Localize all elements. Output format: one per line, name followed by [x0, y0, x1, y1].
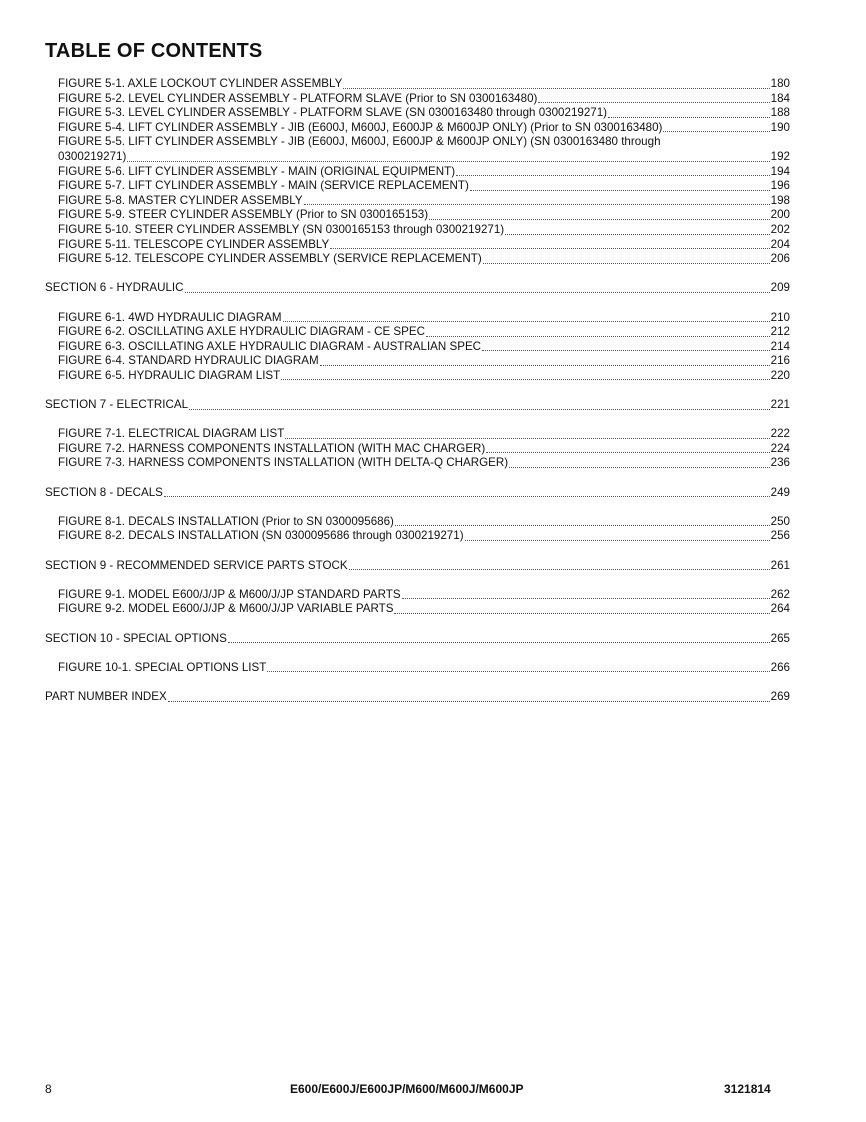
- toc-entry-page: 222: [770, 427, 790, 441]
- dot-leader: [426, 334, 770, 337]
- dot-leader: [395, 523, 770, 526]
- dot-leader: [505, 232, 769, 235]
- toc-entry-page: 209: [770, 281, 790, 295]
- dot-leader: [168, 699, 770, 702]
- toc-entry-label: FIGURE 6-4. STANDARD HYDRAULIC DIAGRAM: [58, 354, 319, 368]
- toc-entry-label: FIGURE 5-10. STEER CYLINDER ASSEMBLY (SN 0300165153 through 0300219271): [58, 222, 505, 236]
- toc-entry-page: 196: [770, 179, 790, 193]
- toc-entry-page: 264: [770, 602, 790, 616]
- toc-entry-label: FIGURE 5-3. LEVEL CYLINDER ASSEMBLY - PLATFORM SLAVE (SN 0300163480 through 0300219271): [58, 106, 608, 120]
- toc-entry-label-line-2: 0300219271): [58, 149, 127, 163]
- toc-entry-page: 194: [770, 164, 790, 178]
- toc-entry-figure-6-5[interactable]: [45, 369, 790, 384]
- dot-leader: [267, 669, 769, 672]
- toc-entry-label: FIGURE 5-11. TELESCOPE CYLINDER ASSEMBLY: [58, 237, 330, 251]
- toc-entry-figure-5-9[interactable]: [45, 208, 790, 223]
- dot-leader: [663, 129, 769, 132]
- dot-leader: [538, 100, 769, 103]
- page-title: TABLE OF CONTENTS: [45, 40, 263, 62]
- toc-entry-figure-9-1[interactable]: [45, 588, 790, 603]
- toc-entry-section-8[interactable]: [45, 486, 790, 501]
- dot-leader: [402, 596, 770, 599]
- toc-entry-figure-5-4[interactable]: [45, 121, 790, 136]
- toc-entry-page: 184: [770, 91, 790, 105]
- toc-entry-page: 202: [770, 222, 790, 236]
- toc-entry-label: SECTION 10 - SPECIAL OPTIONS: [45, 631, 227, 645]
- dot-leader: [281, 377, 769, 380]
- toc-entry-page: 216: [770, 354, 790, 368]
- toc-entry-page: 212: [770, 325, 790, 339]
- dot-leader: [456, 173, 770, 176]
- toc-entry-section-6[interactable]: [45, 281, 790, 296]
- toc-entry-page: 221: [770, 398, 790, 412]
- page-number: 8: [45, 1082, 52, 1096]
- toc-entry-label: FIGURE 5-1. AXLE LOCKOUT CYLINDER ASSEMBLY: [58, 77, 343, 90]
- toc-entry-label: FIGURE 5-7. LIFT CYLINDER ASSEMBLY - MAIN (SERVICE REPLACEMENT): [58, 179, 469, 193]
- toc-entry-figure-7-2[interactable]: [45, 442, 790, 457]
- toc-entry-figure-5-2[interactable]: [45, 92, 790, 107]
- toc-entry-page: 262: [770, 587, 790, 601]
- toc-entry-page: 256: [770, 529, 790, 543]
- toc-entry-figure-8-2[interactable]: [45, 529, 790, 544]
- toc-entry-figure-8-1[interactable]: [45, 515, 790, 530]
- toc-entry-label: SECTION 9 - RECOMMENDED SERVICE PARTS STOCK: [45, 558, 348, 572]
- toc-entry-figure-5-1[interactable]: [45, 77, 790, 92]
- toc-entry-page: 180: [770, 77, 790, 90]
- toc-entry-figure-5-3[interactable]: [45, 106, 790, 121]
- dot-leader: [509, 465, 770, 468]
- model-list: E600/E600J/E600JP/M600/M600J/M600JP: [290, 1082, 524, 1096]
- toc-entry-label: FIGURE 7-1. ELECTRICAL DIAGRAM LIST: [58, 427, 285, 441]
- dot-leader: [470, 188, 770, 191]
- toc-entry-label: FIGURE 5-2. LEVEL CYLINDER ASSEMBLY - PLATFORM SLAVE (Prior to SN 0300163480): [58, 91, 538, 105]
- toc-entry-page: 261: [770, 558, 790, 572]
- toc-entry-page: 250: [770, 514, 790, 528]
- toc-entry-figure-5-10[interactable]: [45, 223, 790, 238]
- toc-entry-label: FIGURE 6-1. 4WD HYDRAULIC DIAGRAM: [58, 310, 282, 324]
- toc-entry-figure-5-5[interactable]: [45, 135, 790, 164]
- toc-entry-page: 214: [770, 339, 790, 353]
- toc-entry-page: 236: [770, 456, 790, 470]
- toc-entry-page: 220: [770, 368, 790, 382]
- toc-entry-figure-7-3[interactable]: [45, 456, 790, 471]
- toc-entry-page: 190: [770, 120, 790, 134]
- toc-entry-figure-6-2[interactable]: [45, 325, 790, 340]
- dot-leader: [330, 246, 769, 249]
- dot-leader: [285, 436, 769, 439]
- dot-leader: [304, 202, 770, 205]
- dot-leader: [185, 290, 770, 293]
- toc-entry-label: SECTION 6 - HYDRAULIC: [45, 281, 184, 295]
- toc-entry-label: FIGURE 5-4. LIFT CYLINDER ASSEMBLY - JIB (E600J, M600J, E600JP & M600JP ONLY) (Prior to SN 0300163480): [58, 120, 663, 134]
- toc-entry-figure-5-8[interactable]: [45, 194, 790, 209]
- dot-leader: [343, 86, 769, 89]
- toc-entry-figure-9-2[interactable]: [45, 602, 790, 617]
- dot-leader: [429, 217, 770, 220]
- toc-entry-figure-6-1[interactable]: [45, 311, 790, 326]
- toc-entry-label: FIGURE 5-6. LIFT CYLINDER ASSEMBLY - MAIN (ORIGINAL EQUIPMENT): [58, 164, 456, 178]
- toc-entry-page: 192: [770, 149, 790, 163]
- dot-leader: [483, 261, 770, 264]
- toc-entry-label: FIGURE 6-5. HYDRAULIC DIAGRAM LIST: [58, 368, 281, 382]
- toc-entry-label: FIGURE 7-2. HARNESS COMPONENTS INSTALLATION (WITH MAC CHARGER): [58, 441, 486, 455]
- toc-entry-label: SECTION 8 - DECALS: [45, 485, 163, 499]
- toc-entry-page: 210: [770, 310, 790, 324]
- dot-leader: [283, 319, 770, 322]
- dot-leader: [349, 567, 770, 570]
- toc-entry-label: FIGURE 6-3. OSCILLATING AXLE HYDRAULIC DIAGRAM - AUSTRALIAN SPEC: [58, 339, 482, 353]
- toc-entry-label: FIGURE 5-9. STEER CYLINDER ASSEMBLY (Prior to SN 0300165153): [58, 208, 429, 222]
- dot-leader: [486, 450, 769, 453]
- document-number: 3121814: [724, 1082, 771, 1096]
- dot-leader: [608, 115, 770, 118]
- toc-entry-label: SECTION 7 - ELECTRICAL: [45, 398, 189, 412]
- toc-entry-page: 266: [770, 660, 790, 674]
- dot-leader: [320, 363, 770, 366]
- toc-entry-page: 200: [770, 208, 790, 222]
- toc-entry-section-10[interactable]: [45, 632, 790, 647]
- toc-entry-label: FIGURE 7-3. HARNESS COMPONENTS INSTALLATION (WITH DELTA-Q CHARGER): [58, 456, 509, 470]
- toc-entry-label: FIGURE 9-2. MODEL E600/J/JP & M600/J/JP VARIABLE PARTS: [58, 602, 394, 616]
- toc-entry-label: PART NUMBER INDEX: [45, 689, 167, 703]
- toc-entry-figure-5-11[interactable]: [45, 238, 790, 253]
- toc-entry-page: 269: [770, 689, 790, 703]
- toc-entry-label: FIGURE 5-8. MASTER CYLINDER ASSEMBLY: [58, 193, 303, 207]
- toc-entry-figure-5-7[interactable]: [45, 179, 790, 194]
- table-of-contents: [45, 77, 790, 705]
- toc-entry-page: 206: [770, 252, 790, 266]
- toc-entry-figure-10-1[interactable]: [45, 661, 790, 676]
- toc-entry-label: FIGURE 10-1. SPECIAL OPTIONS LIST: [58, 660, 267, 674]
- toc-entry-figure-6-3[interactable]: [45, 340, 790, 355]
- toc-entry-label: FIGURE 6-2. OSCILLATING AXLE HYDRAULIC DIAGRAM - CE SPEC: [58, 325, 426, 339]
- toc-entry-figure-5-6[interactable]: [45, 165, 790, 180]
- toc-entry-label-line-1: FIGURE 5-5. LIFT CYLINDER ASSEMBLY - JIB (E600J, M600J, E600JP & M600JP ONLY) (SN 0300163480 through: [58, 135, 661, 149]
- dot-leader: [164, 494, 770, 497]
- toc-entry-label: FIGURE 8-1. DECALS INSTALLATION (Prior to SN 0300095686): [58, 514, 394, 528]
- toc-entry-figure-5-12[interactable]: [45, 252, 790, 267]
- dot-leader: [465, 538, 770, 541]
- toc-entry-page: 249: [770, 485, 790, 499]
- toc-entry-section-7[interactable]: [45, 398, 790, 413]
- toc-entry-label: FIGURE 5-12. TELESCOPE CYLINDER ASSEMBLY (SERVICE REPLACEMENT): [58, 252, 482, 266]
- dot-leader: [228, 640, 770, 643]
- toc-entry-label: FIGURE 9-1. MODEL E600/J/JP & M600/J/JP STANDARD PARTS: [58, 587, 401, 601]
- toc-entry-part-number-index[interactable]: [45, 690, 790, 705]
- toc-entry-page: 188: [770, 106, 790, 120]
- toc-entry-label: FIGURE 8-2. DECALS INSTALLATION (SN 0300095686 through 0300219271): [58, 529, 464, 543]
- dot-leader: [127, 159, 769, 162]
- toc-entry-figure-6-4[interactable]: [45, 354, 790, 369]
- dot-leader: [482, 348, 770, 351]
- toc-entry-page: 265: [770, 631, 790, 645]
- toc-entry-page: 198: [770, 193, 790, 207]
- toc-entry-page: 204: [770, 237, 790, 251]
- toc-entry-page: 224: [770, 441, 790, 455]
- dot-leader: [189, 407, 770, 410]
- dot-leader: [394, 611, 769, 614]
- toc-entry-figure-7-1[interactable]: [45, 427, 790, 442]
- toc-entry-section-9[interactable]: [45, 559, 790, 574]
